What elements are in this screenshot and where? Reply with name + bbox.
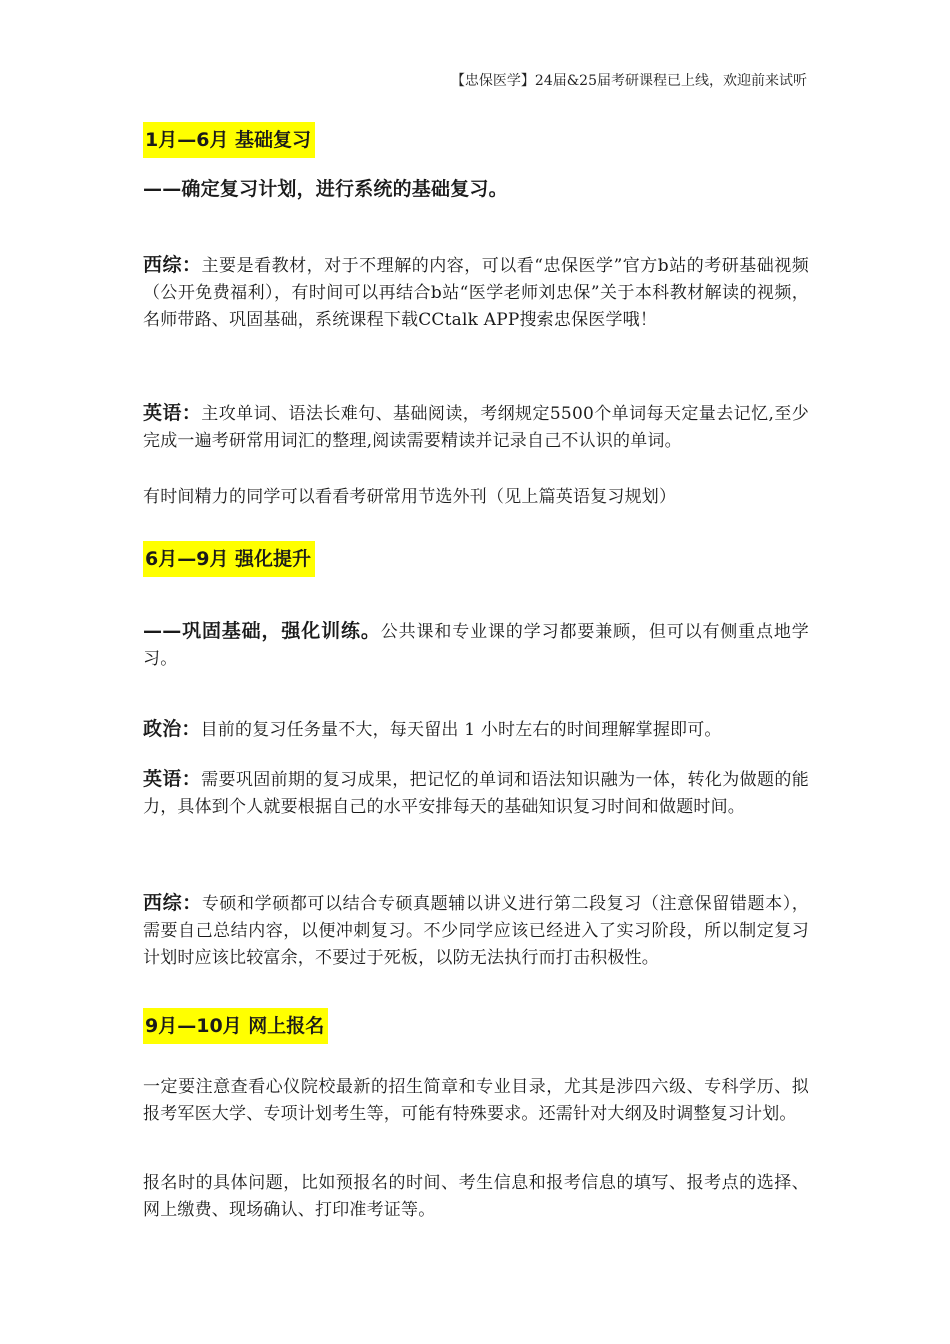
- english-label: 英语：: [143, 402, 202, 424]
- section1-lead: ——确定复习计划，进行系统的基础复习。: [143, 178, 508, 200]
- xizong-label-2: 西综：: [143, 892, 202, 914]
- english-text-2: 需要巩固前期的复习成果，把记忆的单词和语法知识融为一体，转化为做题的能力，具体到个人就要根据自己的水平安排每天的基础知识复习时间和做题时间。: [143, 770, 809, 817]
- section3-para2: [143, 1170, 809, 1224]
- section2-politics: [143, 716, 809, 744]
- section2-lead: ——巩固基础，强化训练。: [143, 620, 381, 642]
- english-text: 主攻单词、语法长难句、基础阅读，考纲规定5500个单词每天定量去记忆,至少完成一遍考研常用词汇的整理,阅读需要精读并记录自己不认识的单词。: [143, 404, 809, 451]
- section2-english: [143, 766, 809, 821]
- section3-para2-text: 报名时的具体问题，比如预报名的时间、考生信息和报考信息的填写、报考点的选择、网上缴费、现场确认、打印准考证等。: [143, 1173, 809, 1220]
- english-label-2: 英语：: [143, 768, 202, 790]
- section1-lead-block: [143, 176, 809, 204]
- section2-heading-wrap: [143, 541, 315, 577]
- section3-heading-wrap: [143, 1008, 328, 1044]
- section1-heading: 1月—6月 基础复习: [143, 122, 315, 158]
- xizong-text-2: 专硕和学硕都可以结合专硕真题辅以讲义进行第二段复习（注意保留错题本），需要自己总结内容，以便冲刺复习。不少同学应该已经进入了实习阶段，所以制定复习计划时应该比较富余，不要过于死板，以防无法执行而打击积极性。: [143, 894, 809, 968]
- xizong-label: 西综：: [143, 254, 202, 276]
- section2-xizong: [143, 890, 809, 972]
- politics-text: 目前的复习任务量不大，每天留出 1 小时左右的时间理解掌握即可。: [200, 720, 722, 740]
- section1-extra: [143, 484, 809, 511]
- section3-para1-text: 一定要注意查看心仪院校最新的招生简章和专业目录，尤其是涉四六级、专科学历、拟报考军医大学、专项计划考生等，可能有特殊要求。还需针对大纲及时调整复习计划。: [143, 1077, 809, 1124]
- section1-heading-wrap: [143, 122, 315, 158]
- section1-english: [143, 400, 809, 455]
- section3-heading: 9月—10月 网上报名: [143, 1008, 328, 1044]
- section1-extra-text: 有时间精力的同学可以看看考研常用节选外刊（见上篇英语复习规划）: [143, 487, 677, 507]
- politics-label: 政治：: [143, 718, 201, 740]
- section3-para1: [143, 1074, 809, 1128]
- page-header: 【忠保医学】24届&25届考研课程已上线，欢迎前来试听: [450, 73, 807, 89]
- section2-lead-block: [143, 618, 809, 673]
- section2-lead-text: 公共课和专业课的学习都要兼顾，但可以有侧重点地学习。: [143, 622, 809, 669]
- section1-xizong: [143, 252, 809, 334]
- section2-heading: 6月—9月 强化提升: [143, 541, 315, 577]
- xizong-text: 主要是看教材，对于不理解的内容，可以看“忠保医学”官方b站的考研基础视频（公开免费福利），有时间可以再结合b站“医学老师刘忠保”关于本科教材解读的视频，名师带路、巩固基础，系统课程下载CCtalk APP搜索忠保医学哦！: [143, 256, 809, 330]
